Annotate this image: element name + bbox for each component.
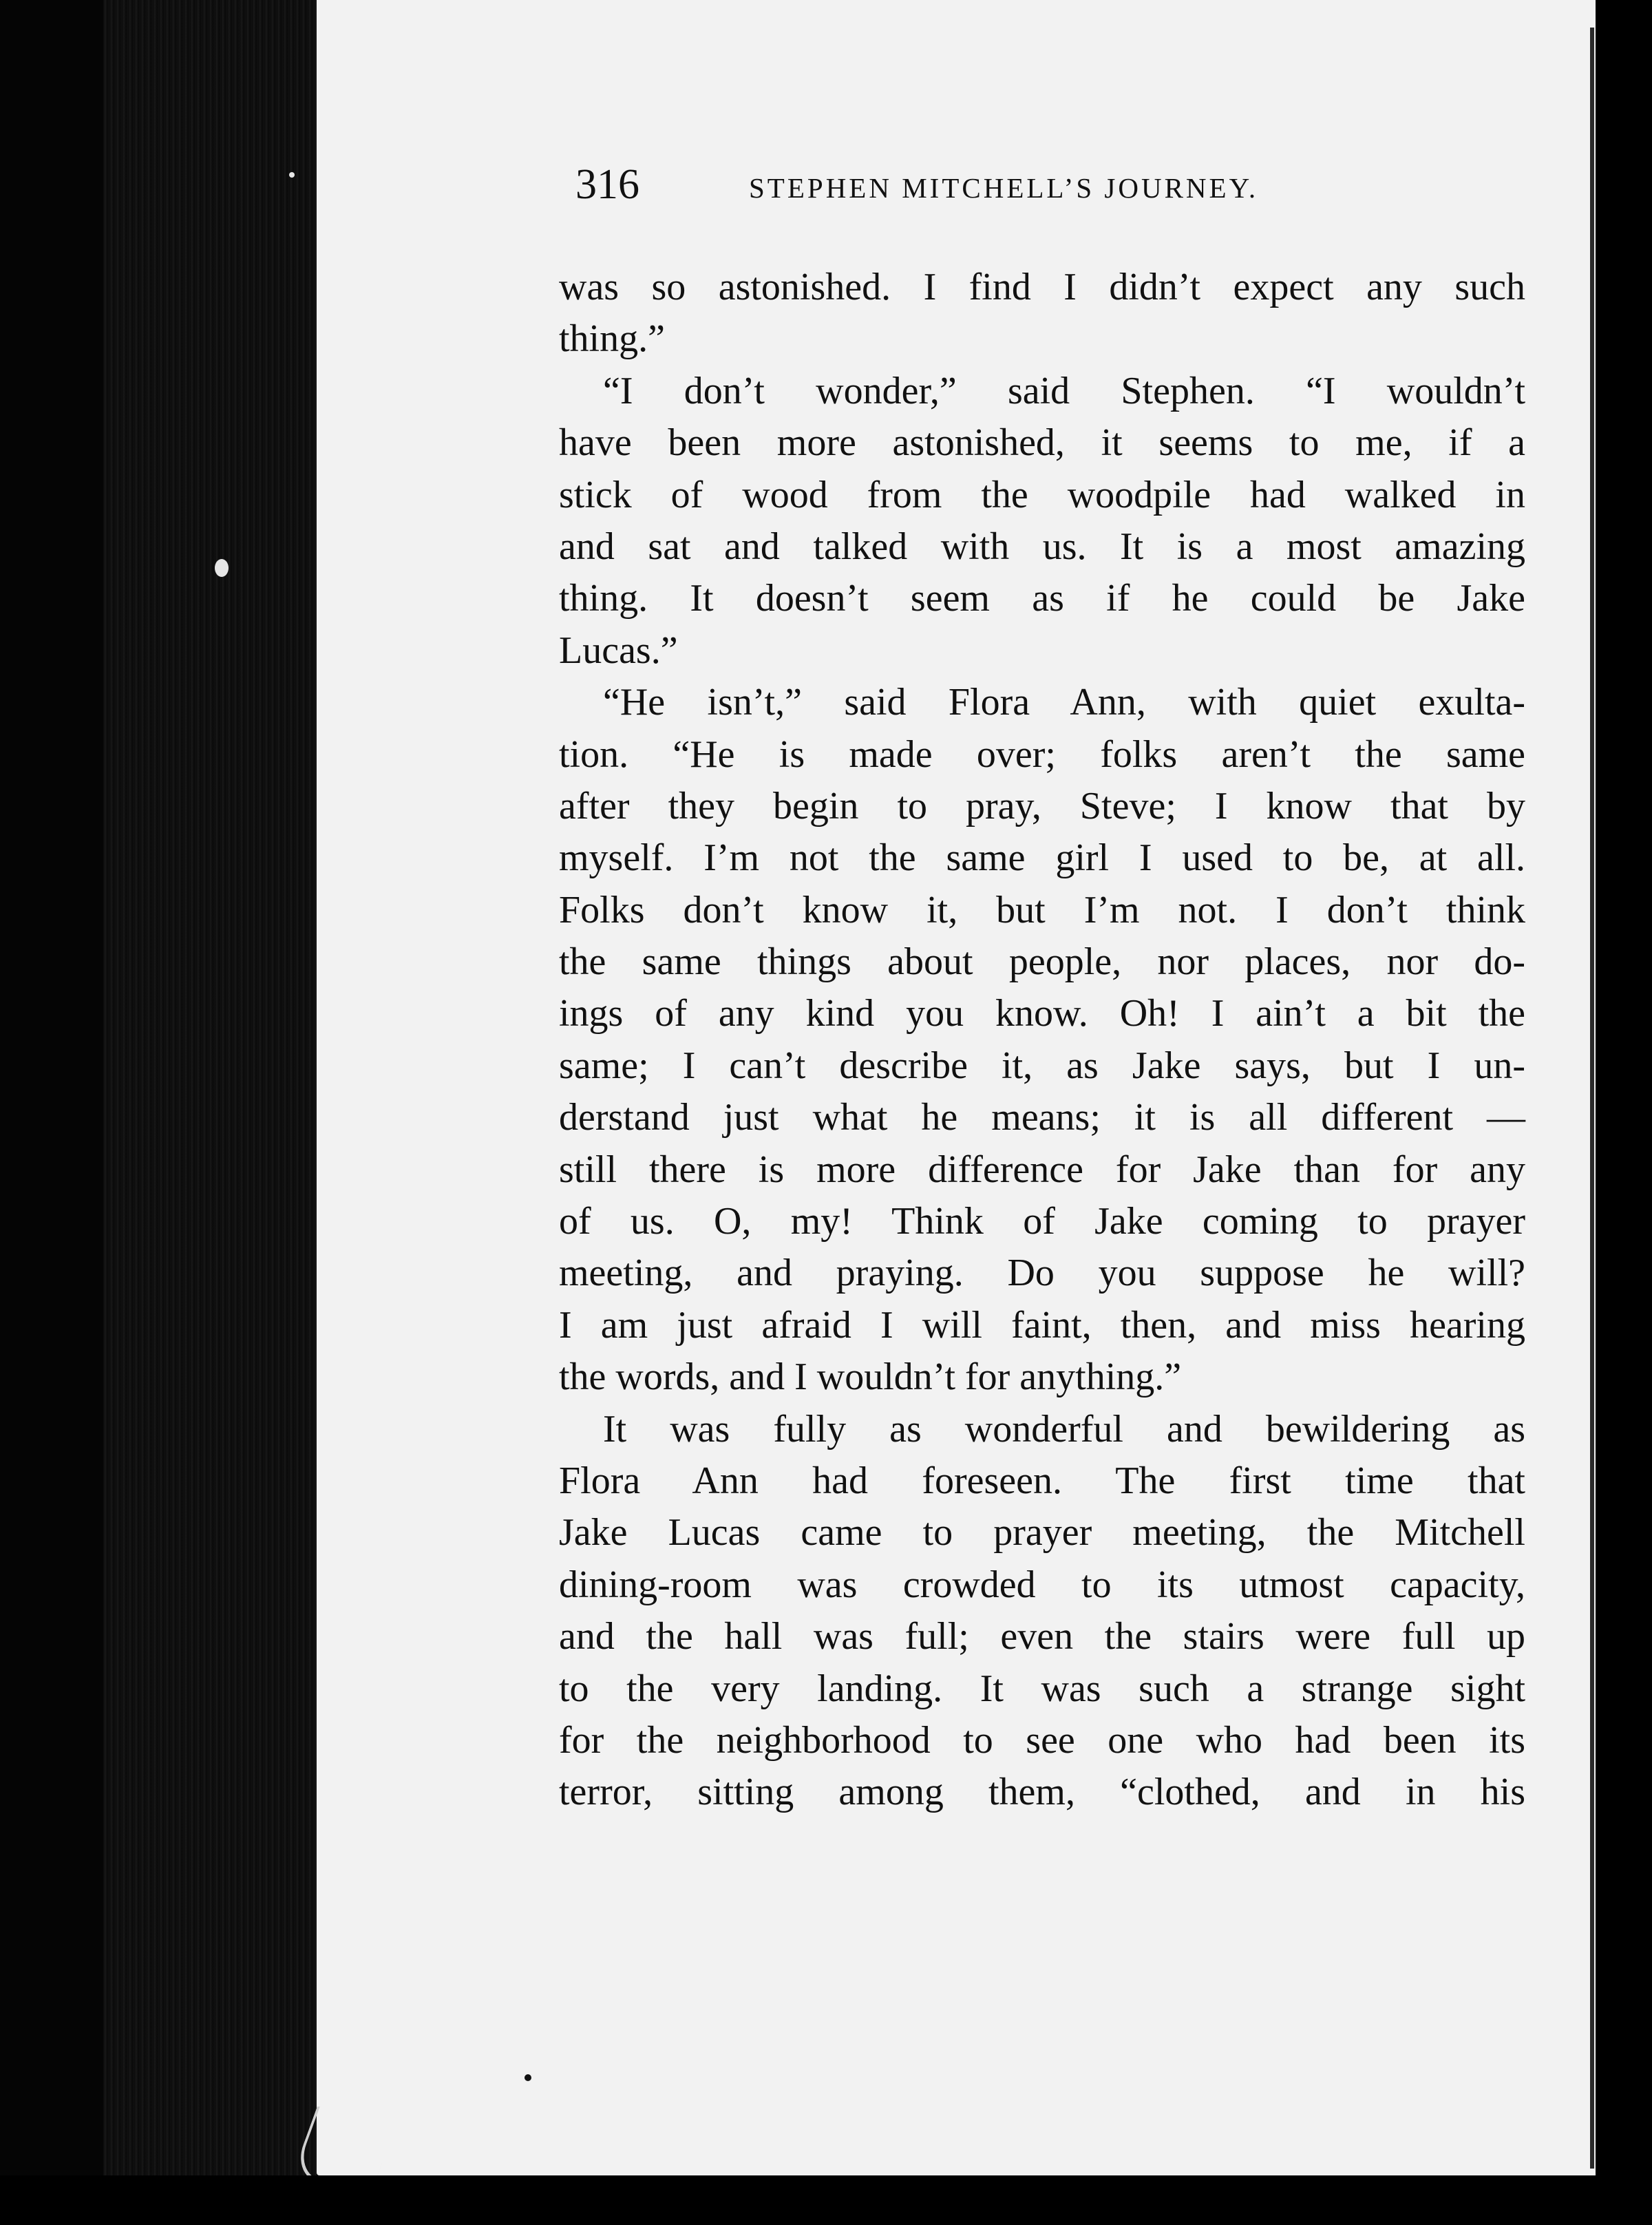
text-line: and the hall was full; even the stairs were full up — [559, 1615, 1525, 1658]
text-line: to the very landing. It was such a strange sight — [559, 1667, 1525, 1710]
text-line: for the neighborhood to see one who had been its — [559, 1718, 1525, 1762]
running-title: STEPHEN MITCHELL’S JOURNEY. — [749, 172, 1259, 204]
text-line: thing. It doesn’t seem as if he could be Jake — [559, 577, 1525, 620]
text-line: derstand just what he means; it is all different — — [559, 1096, 1525, 1139]
book-page-edges — [103, 0, 317, 2225]
text-line: of us. O, my! Think of Jake coming to prayer — [559, 1200, 1525, 1243]
page-number: 316 — [575, 161, 639, 208]
text-line: same; I can’t describe it, as Jake says, but I un- — [559, 1044, 1525, 1087]
scan-bottom-border — [0, 2175, 1652, 2225]
text-line: It was fully as wonderful and bewildering as — [603, 1407, 1525, 1451]
text-line: the words, and I wouldn’t for anything.” — [559, 1356, 1182, 1399]
text-line: “I don’t wonder,” said Stephen. “I wouldn’t — [603, 369, 1525, 412]
scan-speck — [215, 559, 229, 577]
running-head — [575, 157, 1360, 212]
text-line: terror, sitting among them, “clothed, and in his — [559, 1771, 1525, 1814]
scan-speck — [289, 172, 295, 178]
text-line: dining-room was crowded to its utmost capacity, — [559, 1563, 1525, 1606]
text-line: ings of any kind you know. Oh! I ain’t a bit the — [559, 992, 1525, 1035]
text-line: tion. “He is made over; folks aren’t the same — [559, 732, 1525, 776]
text-line: was so astonished. I find I didn’t expect any such — [559, 266, 1525, 308]
text-line: meeting, and praying. Do you suppose he will? — [559, 1252, 1525, 1295]
text-line: and sat and talked with us. It is a most amazing — [559, 525, 1525, 568]
text-line: after they begin to pray, Steve; I know that by — [559, 784, 1525, 827]
text-line: Folks don’t know it, but I’m not. I don’t think — [559, 888, 1525, 931]
text-line: Flora Ann had foreseen. The first time that — [559, 1459, 1525, 1502]
text-line: “He isn’t,” said Flora Ann, with quiet exulta- — [603, 681, 1525, 724]
text-line: Lucas.” — [559, 629, 678, 672]
body-text — [559, 262, 1525, 1819]
text-line: stick of wood from the woodpile had walked in — [559, 473, 1525, 516]
scan-right-border — [1596, 0, 1652, 2225]
text-line: I am just afraid I will faint, then, and miss hearing — [559, 1303, 1525, 1347]
text-line: have been more astonished, it seems to me, if a — [559, 421, 1525, 465]
text-line: myself. I’m not the same girl I used to be, at all. — [559, 836, 1525, 880]
text-line: thing.” — [559, 317, 665, 361]
ink-spot — [525, 2074, 531, 2081]
page-right-edge — [1590, 28, 1594, 2169]
text-line: the same things about people, nor places, nor do- — [559, 940, 1525, 984]
text-line: Jake Lucas came to prayer meeting, the Mitchell — [559, 1511, 1525, 1554]
text-line: still there is more difference for Jake than for any — [559, 1148, 1525, 1191]
